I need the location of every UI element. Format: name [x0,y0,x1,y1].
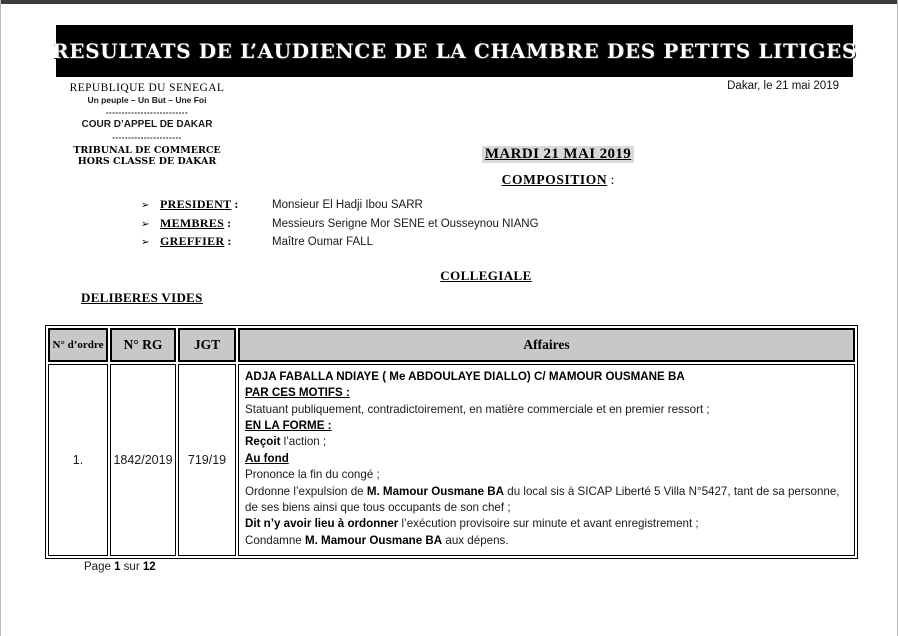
case-line: PAR CES MOTIFS : [245,386,350,400]
formation-label: COLLEGIALE [440,268,532,283]
case-line: Prononce la fin du congé ; [245,468,380,482]
letterhead-court: COUR D’APPEL DE DAKAR [81,119,213,131]
member-names: Maître Oumar FALL [272,236,373,248]
arrow-bullet-icon: ➢ [141,200,150,211]
letterhead-tribunal-line2: HORS CLASSE DE DAKAR [77,156,217,168]
session-date-title: MARDI 21 MAI 2019 [482,146,634,163]
case-line: EN LA FORME : [245,418,332,432]
cell-jgt-number: 719/19 [178,364,236,556]
arrow-bullet-icon: ➢ [141,237,150,248]
window-top-bar [1,0,897,4]
cell-rg-number: 1842/2019 [110,364,176,556]
cell-order-number: 1. [48,364,108,556]
letterhead-motto: Un peuple – Un But – Une Foi [87,95,207,106]
column-header-affaires: Affaires [238,328,855,362]
letterhead-separator: -------------------------- [105,107,189,117]
case-line: Reçoit l’action ; [245,435,327,449]
composition-members [141,197,539,253]
member-names: Monsieur El Hadji Ibou SARR [272,199,423,211]
case-line: Au fond [245,451,289,465]
arrow-bullet-icon: ➢ [141,218,150,230]
section-title-deliberes-vides: DELIBERES VIDES [81,290,203,305]
member-role: GREFFIER : [160,234,232,248]
place-date: Dakar, le 21 mai 2019 [727,80,839,92]
formation-heading [186,267,786,285]
composition-label: COMPOSITION [501,172,608,187]
case-line: Condamne M. Mamour Ousmane BA aux dépens. [245,533,509,547]
letterhead [47,82,247,168]
composition-colon: : [610,172,615,187]
table-row [48,364,855,556]
case-line: Statuant publiquement, contradictoirement, en matière commerciale et en premier ressort ; [245,402,710,416]
member-role: MEMBRES : [160,215,232,230]
member-role: PRESIDENT : [160,197,239,211]
page-title: RESULTATS DE L’AUDIENCE DE LA CHAMBRE DES PETITS LITIGES [52,39,857,63]
letterhead-tribunal [47,145,247,168]
column-header-jgt: JGT [178,328,236,362]
case-line: Dit n’y avoir lieu à ordonner l’exécution provisoire sur minute et avant enregistrement ; [245,517,699,531]
member-row-president [141,197,539,216]
member-row-greffier [141,234,539,253]
title-banner [52,25,857,77]
letterhead-country: REPUBLIQUE DU SENEGAL [69,82,225,94]
cell-case-text [238,364,855,556]
composition-heading [258,172,858,188]
case-line: Ordonne l’expulsion de M. Mamour Ousmane BA du local sis à SICAP Liberté 5 Villa N°5427, tant de sa personne, de ses biens ainsi que tous occupants de son chef ; [245,484,840,515]
table-header-row [48,328,855,362]
results-table [45,325,858,559]
letterhead-tribunal-line1: TRIBUNAL DE COMMERCE [73,144,221,156]
column-header-ordre: N° d’ordre [48,328,108,362]
column-header-rg: N° RG [110,328,176,362]
member-names: Messieurs Serigne Mor SENE et Ousseynou NIANG [272,217,539,230]
letterhead-separator: ---------------------- [112,132,182,142]
session-header [258,145,858,188]
page-number-footer: Page 1 sur 12 [84,561,156,573]
member-row-membres [141,216,539,235]
case-line: ADJA FABALLA NDIAYE ( Me ABDOULAYE DIALLO) C/ MAMOUR OUSMANE BA [245,369,685,383]
